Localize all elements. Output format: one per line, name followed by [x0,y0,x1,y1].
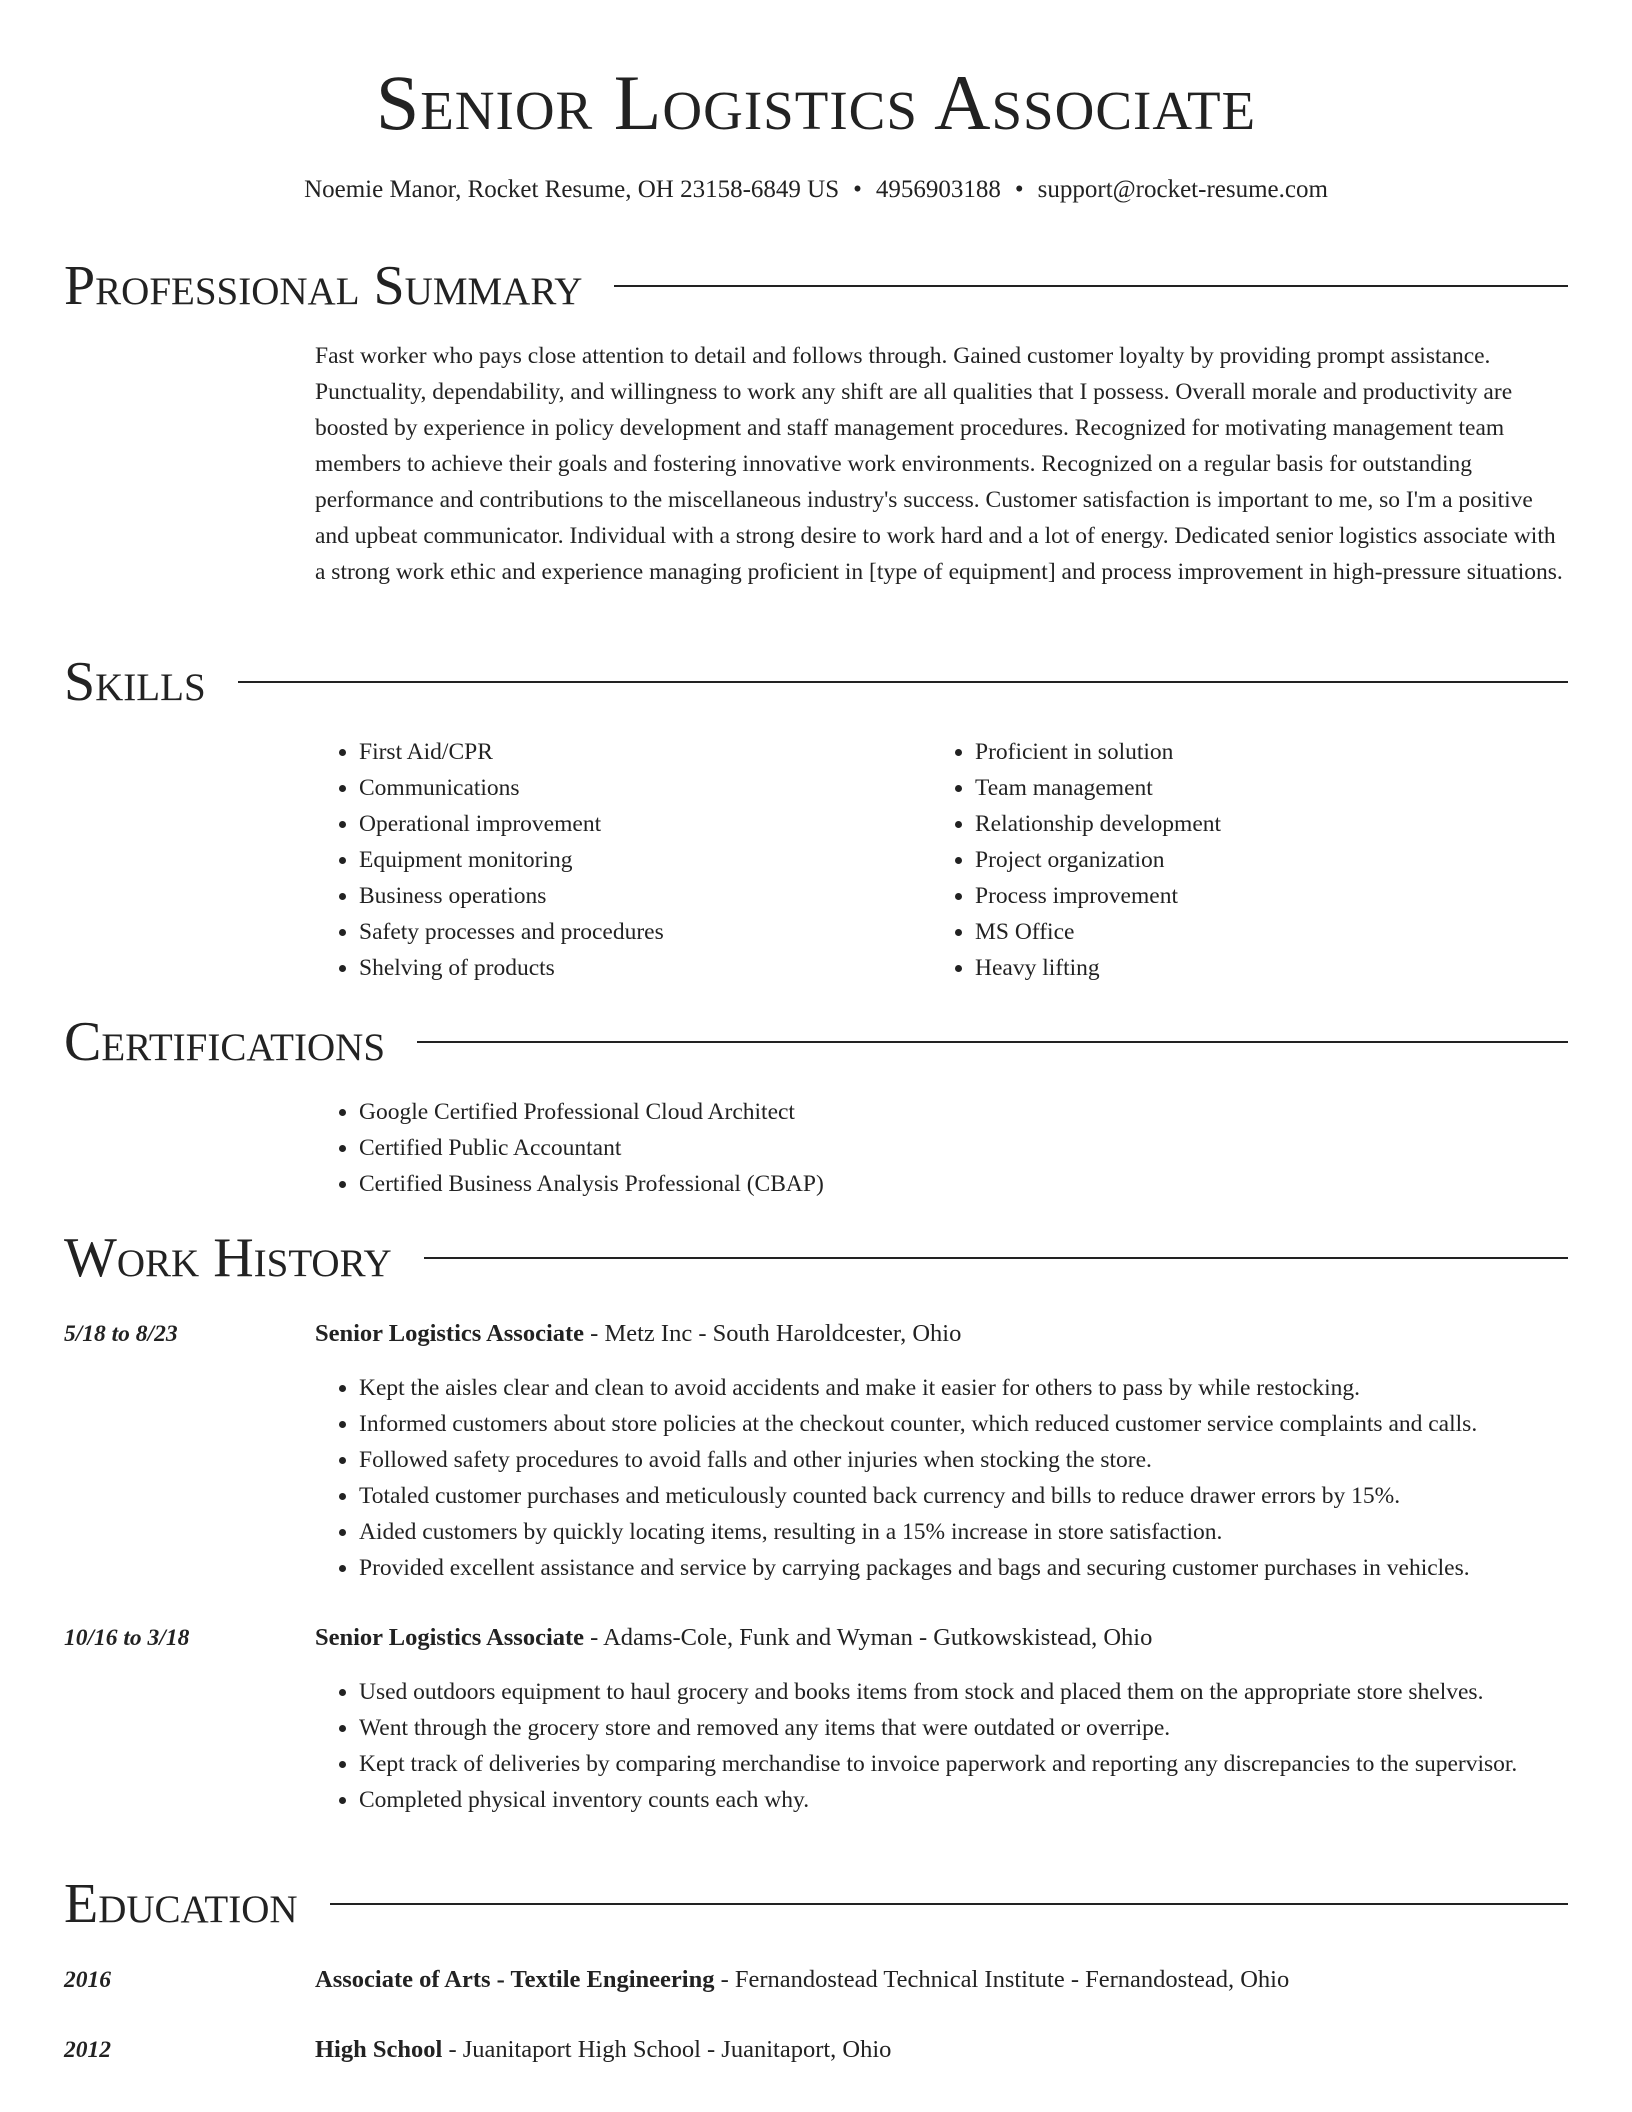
job-title: Senior Logistics Associate [315,1624,585,1651]
job-bullet: • Completed physical inventory counts each why. [359,1782,1568,1818]
skill-item: • MS Office [975,914,1547,950]
section-header-summary [64,254,1568,318]
certification-item: • Google Certified Professional Cloud Architect [359,1094,1568,1130]
job-dates: 5/18 to 8/23 [64,1321,178,1347]
skill-item: • Process improvement [975,878,1547,914]
skill-item: • Relationship development [975,806,1547,842]
skills-list [315,734,1568,986]
skills-column-right [931,734,1547,986]
job-heading [315,1620,1568,1656]
section-divider [417,1041,1568,1043]
job-bullet: • Used outdoors equipment to haul grocery and books items from stock and placed them on the appropriate store shelves. [359,1674,1568,1710]
section-title: Professional Summary [64,255,583,317]
job-bullets [315,1370,1568,1586]
section-title: Education [64,1873,298,1935]
job-title: Senior Logistics Associate [315,1320,585,1347]
section-header-skills [64,650,1568,714]
contact-separator: • [1014,176,1024,203]
skill-item: • Equipment monitoring [359,842,931,878]
skills-column-left [315,734,931,986]
certifications-list [315,1094,1568,1202]
job-bullet: • Went through the grocery store and removed any items that were outdated or overripe. [359,1710,1568,1746]
job-dates: 10/16 to 3/18 [64,1625,190,1651]
skill-item: • Shelving of products [359,950,931,986]
section-divider [330,1903,1568,1905]
section-title: Certifications [64,1011,386,1073]
contact-line [0,174,1632,206]
job-employer: - Adams-Cole, Funk and Wyman - Gutkowskistead, Ohio [584,1624,1153,1651]
job-bullet: • Informed customers about store policies at the checkout counter, which reduced customer service complaints and calls. [359,1406,1568,1442]
skill-item: • First Aid/CPR [359,734,931,770]
job-bullets [315,1674,1568,1818]
certification-item: • Certified Public Accountant [359,1130,1568,1166]
job-employer: - Metz Inc - South Haroldcester, Ohio [584,1320,962,1347]
resume-title: Senior Logistics Associate [375,59,1257,146]
job-bullet: • Followed safety procedures to avoid falls and other injuries when stocking the store. [359,1442,1568,1478]
contact-email[interactable]: support@rocket-resume.com [1037,176,1328,203]
education-degree: High School [315,2036,443,2063]
job-bullet: • Totaled customer purchases and meticulously counted back currency and bills to reduce drawer errors by 15%. [359,1478,1568,1514]
skill-item: • Team management [975,770,1547,806]
section-divider [614,285,1568,287]
job-bullet: • Provided excellent assistance and service by carrying packages and bags and securing customer purchases in vehicles. [359,1550,1568,1586]
education-school: - Juanitaport High School - Juanitaport, Ohio [442,2036,892,2063]
education-year: 2012 [64,2037,111,2063]
section-header-work-history [64,1226,1568,1290]
skill-item: • Business operations [359,878,931,914]
section-divider [424,1257,1568,1259]
job-bullet: • Kept track of deliveries by comparing merchandise to invoice paperwork and reporting any discrepancies to the supervisor. [359,1746,1568,1782]
education-year: 2016 [64,1967,111,1993]
skill-item: • Communications [359,770,931,806]
skill-item: • Safety processes and procedures [359,914,931,950]
skill-item: • Operational improvement [359,806,931,842]
section-header-education [64,1872,1568,1936]
contact-separator: • [853,176,862,203]
skill-item: • Project organization [975,842,1547,878]
section-divider [238,681,1568,683]
certification-item: • Certified Business Analysis Professional (CBAP) [359,1166,1568,1202]
education-entry [315,2032,1568,2068]
job-bullet: • Kept the aisles clear and clean to avoid accidents and make it easier for others to pass by while restocking. [359,1370,1568,1406]
education-entry [315,1962,1568,1998]
section-title: Work History [64,1227,392,1289]
job-bullet: • Aided customers by quickly locating items, resulting in a 15% increase in store satisfaction. [359,1514,1568,1550]
skill-item: • Proficient in solution [975,734,1547,770]
section-header-certifications [64,1010,1568,1074]
education-degree: Associate of Arts - Textile Engineering [315,1966,715,1993]
contact-address: Noemie Manor, Rocket Resume, OH 23158-6849 US [304,176,840,203]
contact-phone[interactable]: 4956903188 [875,176,1001,203]
summary-text: Fast worker who pays close attention to detail and follows through. Gained customer loyalty by providing prompt assistance. Punctuality, dependability, and willingness to work any shift are all qualities that I possess. Overall morale and productivity are boosted by experience in policy development and staff management procedures. Recognized for motivating management team members to achieve their goals and fostering innovative work environments. Recognized on a regular basis for outstanding performance and contributions to the miscellaneous industry's success. Customer satisfaction is important to me, so I'm a positive and upbeat communicator. Individual with a strong desire to work hard and a lot of energy. Dedicated senior logistics associate with a strong work ethic and experience managing proficient in [type of equipment] and process improvement in high-pressure situations. [315,343,1563,585]
education-school: - Fernandostead Technical Institute - Fernandostead, Ohio [714,1966,1290,1993]
job-heading [315,1316,1568,1352]
section-title: Skills [64,651,206,713]
skill-item: • Heavy lifting [975,950,1547,986]
